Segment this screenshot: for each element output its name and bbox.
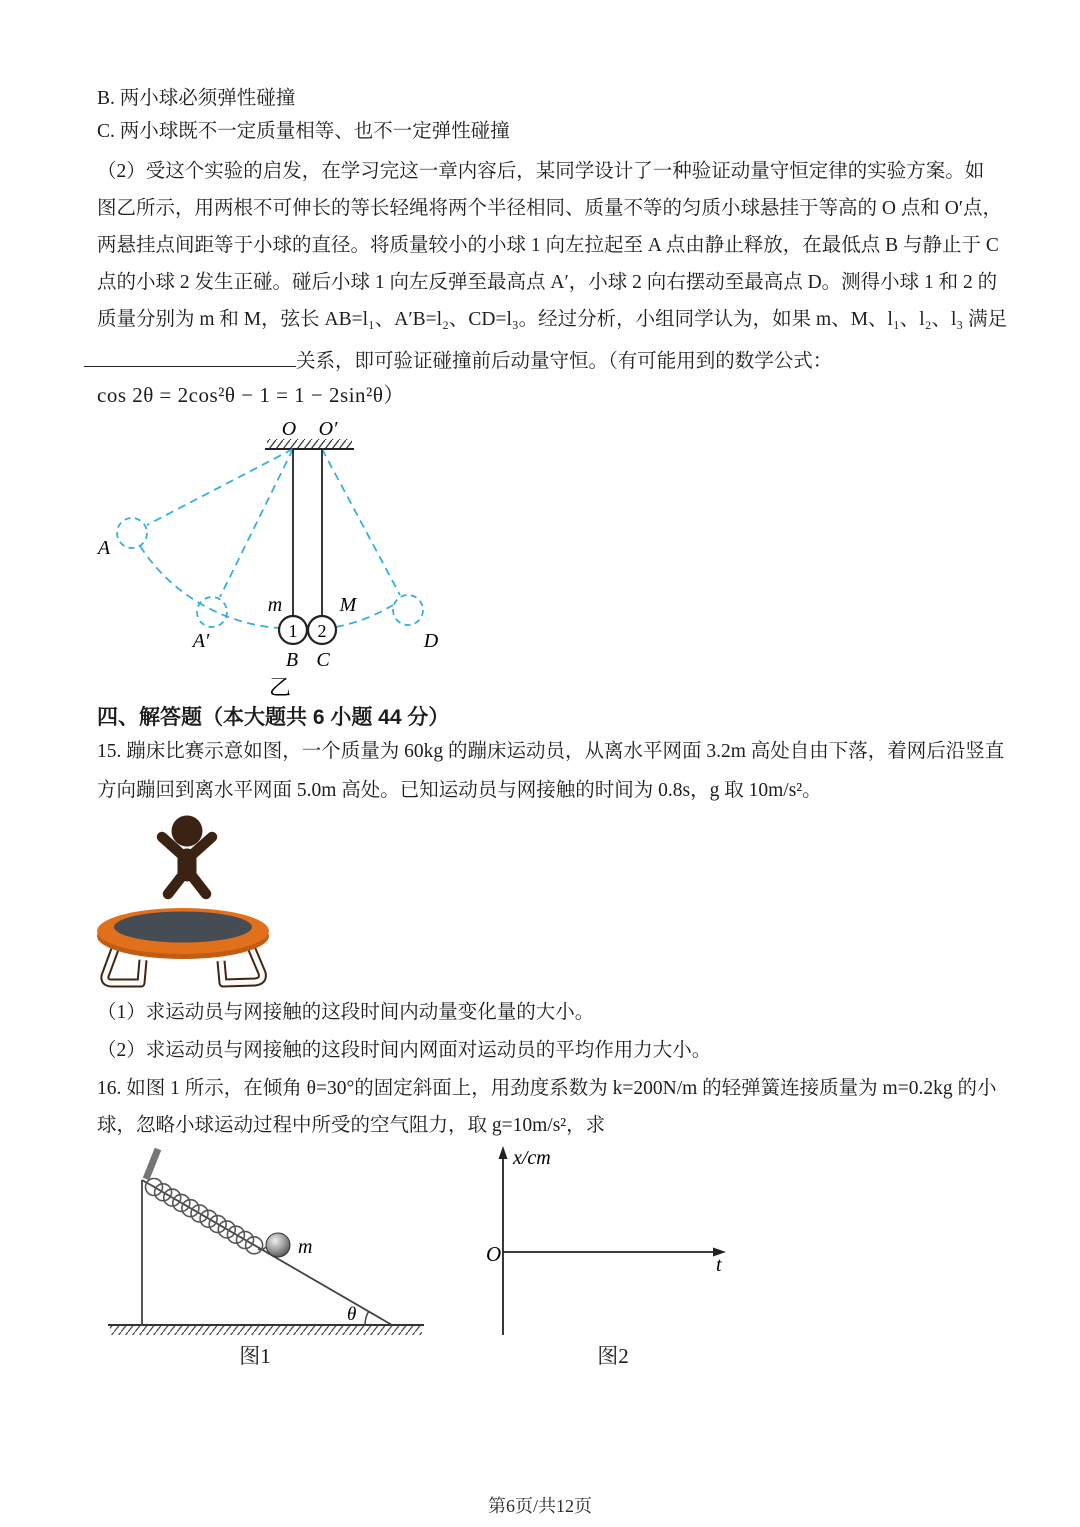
section-4-heading: 四、解答题（本大题共 6 小题 44 分） xyxy=(97,706,450,729)
label-D: D xyxy=(423,630,439,652)
q14-paragraph-line-5: 质量分别为 m 和 M，弦长 AB=l₁、A′B=l₂、CD=l₃。经过分析，小组同学认为，如果 m、M、l₁、l₂、l₃ 满足 xyxy=(97,309,1008,330)
xt-graph-figure xyxy=(478,1143,748,1348)
q14-paragraph-line-2: 图乙所示，用两根不可伸长的等长轻绳将两个半径相同、质量不等的匀质小球悬挂于等高的 O 点和 O′点， xyxy=(97,198,1003,219)
fixed-anchor-bar xyxy=(146,1149,158,1179)
pendulum-diagram xyxy=(80,413,530,703)
page-footer: 第6页/共12页 xyxy=(487,1496,592,1516)
option-c: C. 两小球既不一定质量相等、也不一定弹性碰撞 xyxy=(97,121,510,142)
fig1-label-theta: θ xyxy=(347,1304,357,1325)
math-formula: cos 2θ = 2cos²θ − 1 = 1 − 2sin²θ） xyxy=(97,383,405,407)
ceiling-hatch xyxy=(267,439,352,449)
q15-line-1: 15. 蹦床比赛示意如图，一个质量为 60kg 的蹦床运动员，从离水平网面 3.2m 高处自由下落，着网后沿竖直 xyxy=(97,741,1005,762)
y-axis-arrow xyxy=(499,1146,508,1159)
fig2-y-axis-label: x/cm xyxy=(513,1147,551,1169)
ghost-ball-A xyxy=(117,518,147,548)
jumper-icon xyxy=(162,816,212,895)
label-O: O xyxy=(281,418,297,440)
ghost-ball-D xyxy=(393,595,423,625)
q14-paragraph-line-4: 点的小球 2 发生正碰。碰后小球 1 向左反弹至最高点 A′，小球 2 向右摆动至最高点 D。测得小球 1 和 2 的 xyxy=(97,272,998,293)
q16-line-2: 球，忽略小球运动过程中所受的空气阻力，取 g=10m/s²，求 xyxy=(97,1115,606,1136)
fig2-x-axis-label: t xyxy=(716,1254,722,1276)
ball-m xyxy=(266,1233,290,1257)
pendulum-caption: 乙 xyxy=(268,675,292,700)
label-C: C xyxy=(316,649,330,671)
fig2-caption: 图2 xyxy=(597,1344,629,1368)
label-m: m xyxy=(267,594,283,616)
q15-part-1: （1）求运动员与网接触的这段时间内动量变化量的大小。 xyxy=(97,1002,595,1023)
q14-blank-line xyxy=(84,347,832,373)
q15-part-2: （2）求运动员与网接触的这段时间内网面对运动员的平均作用力大小。 xyxy=(97,1040,712,1061)
option-b: B. 两小球必须弹性碰撞 xyxy=(97,88,296,109)
angle-arc xyxy=(365,1312,369,1326)
dashed-string-O-to-A-prime xyxy=(220,449,293,597)
q14-paragraph-line-3: 两悬挂点间距等于小球的直径。将质量较小的小球 1 向左拉起至 A 点由静止释放，在最低点 B 与静止于 C xyxy=(97,235,999,256)
dashed-string-O-to-A xyxy=(147,449,293,525)
q15-line-2: 方向蹦回到离水平网面 5.0m 高处。已知运动员与网接触的时间为 0.8s，g 取 10m/s²。 xyxy=(97,780,822,801)
label-A: A xyxy=(97,537,111,559)
ghost-ball-A-prime xyxy=(197,597,227,627)
answer-blank xyxy=(84,347,296,367)
ball-2-number: 2 xyxy=(317,621,327,641)
dashed-string-O-prime-to-D xyxy=(322,449,400,595)
label-M: M xyxy=(339,594,357,616)
incline-spring-figure xyxy=(100,1143,435,1343)
q16-line-1: 16. 如图 1 所示，在倾角 θ=30°的固定斜面上，用劲度系数为 k=200N/m 的轻弹簧连接质量为 m=0.2kg 的小 xyxy=(97,1078,997,1099)
fig1-caption: 图1 xyxy=(239,1344,271,1368)
trampoline-mat xyxy=(114,912,252,943)
q14-paragraph-line-1: （2）受这个实验的启发，在学习完这一章内容后，某同学设计了一种验证动量守恒定律的实验方案。如 xyxy=(97,161,985,182)
fig1-label-m: m xyxy=(298,1236,313,1258)
ball-1-number: 1 xyxy=(288,621,298,641)
dashed-arc-left xyxy=(140,546,279,628)
label-O-prime: O′ xyxy=(318,418,338,440)
trampoline-illustration xyxy=(93,813,343,998)
fig2-origin-label: O xyxy=(486,1242,502,1266)
ground-hatch xyxy=(110,1326,422,1336)
label-A-prime: A′ xyxy=(192,630,210,652)
label-B: B xyxy=(285,649,299,671)
q14-after-blank-text: 关系，即可验证碰撞前后动量守恒。（有可能用到的数学公式： xyxy=(296,351,833,372)
